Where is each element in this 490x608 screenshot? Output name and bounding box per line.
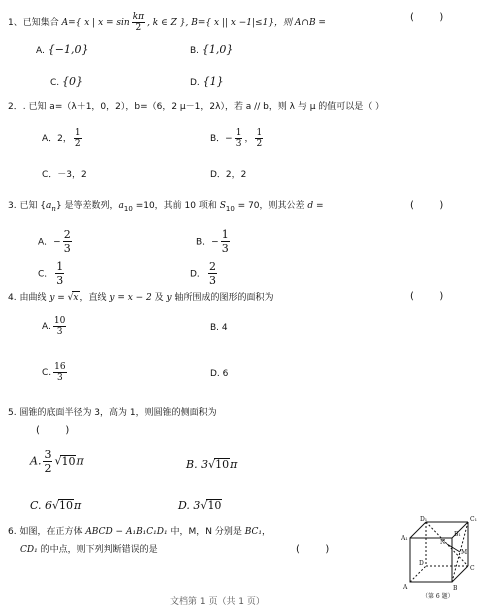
q1-number: 1、已知集合 [8,18,59,28]
q3-a: a [46,201,52,211]
q3-a10: a [118,201,124,211]
q5-c-radicand: 10 [59,499,74,512]
q3-b-num: 1 [221,228,229,241]
q4-s5: ，直线 [79,293,110,303]
page-footer: 文档第 1 页（共 1 页） [170,597,265,607]
label-b1: B₁ [454,531,461,538]
q5-b-label: B. 3 [186,458,209,471]
q3-eq1: =10，其前 10 项和 [132,201,220,211]
cube-hidden-ad [410,566,426,582]
q6-cube: ABCD − A₁B₁C₁D₁ [85,527,168,537]
q1-b-label: B. [190,46,200,56]
cube-edge-a1d1 [410,522,426,538]
q1-frac-num: kπ [132,12,145,22]
q3-eq2: = 70，则其公差 [234,201,308,211]
q1-option-d [190,76,224,89]
q2-option-d: D．2，2 [210,170,247,180]
q2-b-sep: ， [244,134,254,144]
q4-line: y = x − 2 [109,293,152,303]
figure-caption: （第 6 题） [422,593,454,600]
q4-c-fraction [53,362,66,383]
label-a1: A₁ [401,535,408,542]
q3-option-b [196,228,232,255]
q3-c-den: 3 [56,274,64,287]
q6-post: 中，M，N 分别是 [167,527,245,537]
q4-a-num: 10 [53,316,66,326]
q4-s9: 轴所围成的图形的面积为 [171,293,274,303]
q2-b-den1: 3 [235,139,242,149]
label-n: N [440,539,446,546]
q2-option-b [210,128,265,149]
q2-a-label: A．2， [42,134,72,144]
q5-a-radicand: 10 [61,454,76,468]
q4-c-den: 3 [57,373,63,383]
q6-answer-paren: ( ) [296,544,330,555]
q4-s1: 4. 由曲线 [8,293,50,303]
q5-option-b: B. 3√10π [186,458,238,471]
q6-line-2 [20,544,158,556]
q4-c-label: C. [42,368,52,378]
q6-post2: 的中点，则下列判断错误的是 [37,545,158,555]
q1-set-b: B={ x || x −1|≤1}，则 A∩B = [191,18,326,28]
q2-stem: 2．. 已知 a=（λ＋1，0，2），b=（6，2 μ－1，2λ），若 a // b，则 λ 与 μ 的值可以是（ ） [8,102,385,112]
q5-answer-paren: ( ) [36,425,70,436]
q3-a-num: 2 [63,228,71,241]
q2-option-a [42,128,84,149]
q6-bc1: BC₁ [244,527,262,537]
q4-option-d: D. 6 [210,369,229,379]
q1-option-a [36,44,88,57]
q3-a-label: A．− [38,237,61,248]
label-m: M [461,549,468,556]
q3-answer-paren: ( ) [410,200,444,211]
q5-d-radicand: 10 [207,499,222,512]
q3-b-label: B．− [196,237,219,248]
q4-option-c [42,362,69,383]
q1-d-label: D. [190,78,200,88]
q3-option-a [38,228,74,255]
q4-y2: y [166,293,172,303]
q5-b-radicand: 10 [215,458,230,471]
q4-a-fraction [53,316,66,337]
q3-brace-open: 3. 已知 { [8,201,47,211]
cube-figure [400,514,488,602]
q4-x: x [73,293,79,303]
q5-option-d: D. 3√10 [178,499,222,512]
q1-fraction [132,12,145,33]
q2-b-num1: 1 [235,128,242,138]
q5-option-c: C. 6√10π [30,499,82,512]
q4-c-num: 16 [54,362,66,372]
label-a: A [403,584,408,591]
q2-b-fraction-1 [235,128,243,149]
q3-a-den: 3 [63,242,71,255]
label-b: B [453,585,458,592]
q4-option-b: B. 4 [210,323,228,333]
q1-answer-paren: ( ) [410,12,444,23]
q1-set-a: A={ x | x = sin [61,18,130,28]
q1-d-value: {1} [202,75,224,88]
q1-a-label: A. [36,46,45,56]
q3-c-label: C． [38,269,54,280]
q6-cd1: CD₁ [20,545,38,555]
q3-d-label: D． [190,269,206,280]
q4-option-a [42,316,68,337]
q3-mid: } 是等差数列， [55,201,119,211]
q5-a-label: A. [30,454,42,468]
q3-d: d [307,201,314,211]
q2-b-den2: 2 [256,139,263,149]
q3-c-fraction [55,260,64,287]
q4-answer-paren: ( ) [410,291,444,302]
q3-d-fraction [208,260,217,287]
q1-stem [8,12,326,33]
q6-end: ， [261,527,271,537]
q3-b-den: 3 [221,242,229,255]
q1-a-value: {−1,0} [47,43,89,56]
q1-option-c [50,76,83,89]
q3-stem [8,200,324,215]
q4-s7: 及 [151,293,167,303]
label-c1: C₁ [470,516,477,523]
q3-s: S [219,201,226,211]
q4-a-label: A. [42,322,51,332]
label-c: C [470,565,475,572]
q2-b-label: B．− [210,134,233,144]
label-d: D [419,560,424,567]
q3-eq3: = [313,201,324,211]
q5-c-label: C. 6 [30,499,53,512]
q5-b-pi: π [230,458,238,471]
q4-a-den: 3 [56,327,63,337]
q6-pre: 6. 如图，在正方体 [8,527,86,537]
q2-option-c: C．－3，2 [42,170,87,180]
q5-a-num: 3 [44,448,52,461]
q3-c-num: 1 [56,260,64,273]
q1-b-value: {1,0} [201,43,234,56]
q4-eq: = [54,293,68,303]
q1-option-b [190,44,233,57]
q3-subs: 10 [225,204,235,213]
q5-a-fraction [43,448,52,475]
q3-option-d [190,260,219,287]
q5-d-label: D. 3 [178,499,201,512]
q3-b-fraction [221,228,230,255]
q3-d-num: 2 [208,260,216,273]
q2-b-fraction-2 [255,128,263,149]
q5-c-pi: π [74,499,82,512]
q1-set-a-end: , k ∈ Z }, [147,18,189,28]
q1-c-label: C. [50,78,60,88]
q2-a-den: 2 [74,139,81,149]
q1-frac-den: 2 [135,23,142,33]
q3-sub10: 10 [123,204,133,213]
q3-a-fraction [63,228,72,255]
q3-d-den: 3 [208,274,216,287]
q2-a-fraction [74,128,82,149]
q1-c-value: {0} [62,75,84,88]
q3-n: n [51,204,56,213]
q5-a-pi: π [76,454,84,468]
q6-line-1 [8,526,271,538]
q4-y: y [49,293,55,303]
label-d1: D₁ [420,516,428,523]
q4-stem: 4. 由曲线 y = √x，直线 y = x − 2 及 y 轴所围成的图形的面积为 [8,293,274,303]
q2-b-num2: 1 [256,128,263,138]
cube-segment-mn [447,544,460,552]
q2-a-num: 1 [74,128,81,138]
q5-stem: 5. 圆锥的底面半径为 3，高为 1，则圆锥的侧面积为 [8,408,217,418]
q5-option-a: A. $\frac{3}{2}$ √10π [30,448,84,475]
q5-a-den: 2 [44,462,52,475]
q3-option-c [38,260,66,287]
